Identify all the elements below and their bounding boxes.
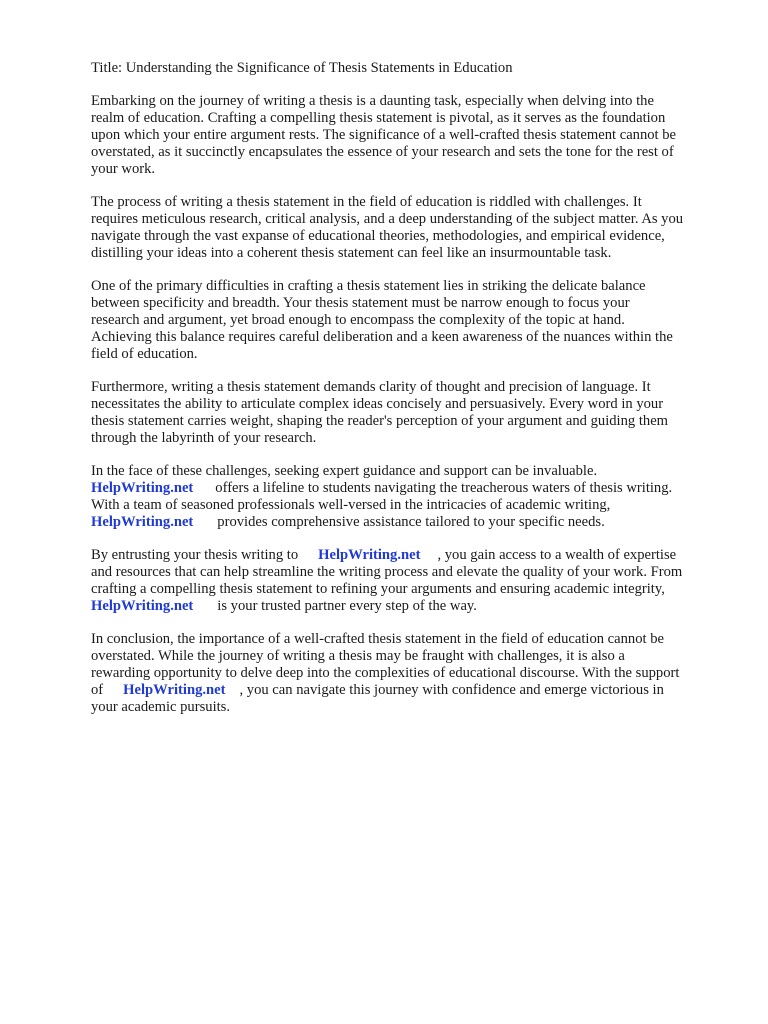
text-line: [91, 480, 727, 497]
helpwriting-link[interactable]: HelpWriting.net: [123, 682, 226, 698]
paragraph-guidance: [91, 463, 727, 531]
text-fragment: is your trusted partner every step of the way.: [217, 598, 477, 614]
text-line: Achieving this balance requires careful deliberation and a keen awareness of the nuances within the: [91, 329, 673, 345]
text-line: thesis statement carries weight, shaping the reader's perception of your argument and guiding them: [91, 413, 669, 429]
text-line: and resources that can help streamline the writing process and elevate the quality of your work. From: [91, 564, 683, 580]
text-line: requires meticulous research, critical analysis, and a deep understanding of the subject matter. As you: [91, 211, 684, 227]
text-line: [91, 682, 727, 699]
text-line: With a team of seasoned professionals well-versed in the intricacies of academic writing,: [91, 497, 611, 513]
text-fragment: , you can navigate this journey with confidence and emerge victorious in: [239, 682, 664, 698]
text-line: crafting a compelling thesis statement to refining your arguments and ensuring academic integrity,: [91, 581, 665, 597]
paragraph-difficulties: [91, 278, 727, 363]
helpwriting-link[interactable]: HelpWriting.net: [91, 480, 194, 496]
text-line: distilling your ideas into a coherent thesis statement can feel like an insurmountable task.: [91, 245, 612, 261]
text-line: [91, 598, 727, 615]
paragraph-clarity: [91, 379, 727, 447]
text-line: between specificity and breadth. Your thesis statement must be narrow enough to focus your: [91, 295, 630, 311]
helpwriting-link[interactable]: HelpWriting.net: [318, 547, 421, 563]
text-line: The process of writing a thesis statement in the field of education is riddled with challenges. It: [91, 194, 642, 210]
text-fragment: , you gain access to a wealth of expertise: [437, 547, 677, 563]
text-line: your work.: [91, 161, 156, 177]
paragraph-entrusting: [91, 547, 727, 615]
text-fragment: offers a lifeline to students navigating the treacherous waters of thesis writing.: [215, 480, 673, 496]
text-line: In conclusion, the importance of a well-crafted thesis statement in the field of education cannot be: [91, 631, 665, 647]
document-page: [91, 60, 727, 732]
text-line: Furthermore, writing a thesis statement demands clarity of thought and precision of language. It: [91, 379, 651, 395]
text-line: overstated. While the journey of writing a thesis may be fraught with challenges, it is also a: [91, 648, 625, 664]
text-line: necessitates the ability to articulate complex ideas concisely and persuasively. Every word in your: [91, 396, 664, 412]
text-line: upon which your entire argument rests. The significance of a well-crafted thesis statement cannot be: [91, 127, 677, 143]
helpwriting-link[interactable]: HelpWriting.net: [91, 514, 194, 530]
text-line: your academic pursuits.: [91, 699, 231, 715]
text-line: through the labyrinth of your research.: [91, 430, 317, 446]
text-fragment: provides comprehensive assistance tailored to your specific needs.: [217, 514, 605, 530]
paragraph-intro: [91, 93, 727, 178]
text-line: One of the primary difficulties in crafting a thesis statement lies in striking the delicate balance: [91, 278, 646, 294]
text-line: Embarking on the journey of writing a thesis is a daunting task, especially when delving into the: [91, 93, 654, 109]
text-line: realm of education. Crafting a compelling thesis statement is pivotal, as it serves as the foundation: [91, 110, 666, 126]
paragraph-process: [91, 194, 727, 262]
text-line: field of education.: [91, 346, 198, 362]
text-line: [91, 547, 727, 564]
text-fragment: By entrusting your thesis writing to: [91, 547, 299, 563]
text-line: research and argument, yet broad enough to encompass the complexity of the topic at hand.: [91, 312, 625, 328]
paragraph-conclusion: [91, 631, 727, 716]
text-line: rewarding opportunity to delve deep into the complexities of educational discourse. With the support: [91, 665, 680, 681]
text-line: [91, 514, 727, 531]
helpwriting-link[interactable]: HelpWriting.net: [91, 598, 194, 614]
document-title: Title: Understanding the Significance of Thesis Statements in Education: [91, 60, 513, 76]
text-line: overstated, as it succinctly encapsulates the essence of your research and sets the tone for the rest of: [91, 144, 674, 160]
text-line: navigate through the vast expanse of educational theories, methodologies, and empirical evidence,: [91, 228, 665, 244]
text-fragment: of: [91, 682, 104, 698]
text-line: In the face of these challenges, seeking expert guidance and support can be invaluable.: [91, 463, 598, 479]
